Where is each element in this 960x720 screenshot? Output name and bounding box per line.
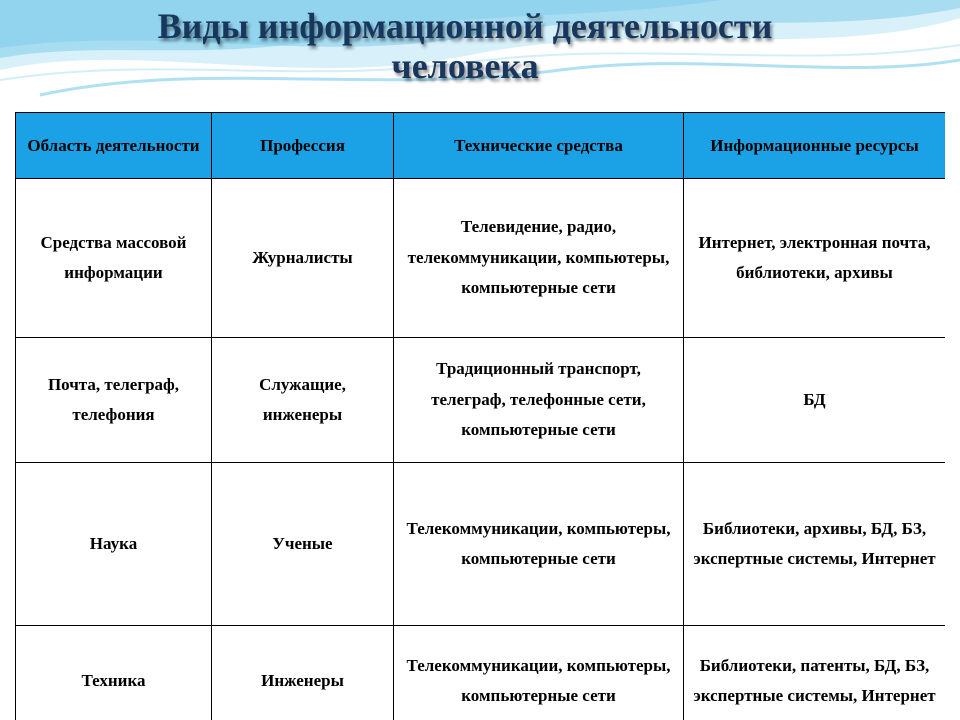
cell-resources: Библиотеки, архивы, БД, БЗ, экспертные системы, Интернет (684, 463, 946, 626)
cell-profession: Служащие, инженеры (212, 338, 394, 463)
cell-tech: Традиционный транспорт, телеграф, телефонные сети, компьютерные сети (394, 338, 684, 463)
cell-area: Техника (16, 626, 212, 720)
cell-area: Почта, телеграф, телефония (16, 338, 212, 463)
header-tech: Технические средства (394, 113, 684, 179)
cell-area: Средства массовой информации (16, 179, 212, 338)
cell-tech: Телевидение, радио, телекоммуникации, компьютеры, компьютерные сети (394, 179, 684, 338)
cell-resources: Интернет, электронная почта, библиотеки, архивы (684, 179, 946, 338)
header-profession: Профессия (212, 113, 394, 179)
activity-table-container (15, 112, 945, 720)
cell-resources: БД (684, 338, 946, 463)
table-header-row (16, 113, 946, 179)
cell-profession: Ученые (212, 463, 394, 626)
header-area: Область деятельности (16, 113, 212, 179)
activity-table (15, 112, 945, 720)
cell-profession: Инженеры (212, 626, 394, 720)
cell-profession: Журналисты (212, 179, 394, 338)
cell-tech: Телекоммуникации, компьютеры, компьютерные сети (394, 463, 684, 626)
cell-area: Наука (16, 463, 212, 626)
table-row (16, 463, 946, 626)
table-row (16, 179, 946, 338)
title-line-1: Виды информационной деятельности (157, 6, 773, 46)
title-line-2: человека (391, 46, 539, 86)
page-title (0, 6, 930, 86)
table-row (16, 626, 946, 720)
cell-tech: Телекоммуникации, компьютеры, компьютерные сети (394, 626, 684, 720)
cell-resources: Библиотеки, патенты, БД, БЗ, экспертные системы, Интернет (684, 626, 946, 720)
table-row (16, 338, 946, 463)
header-resources: Информационные ресурсы (684, 113, 946, 179)
